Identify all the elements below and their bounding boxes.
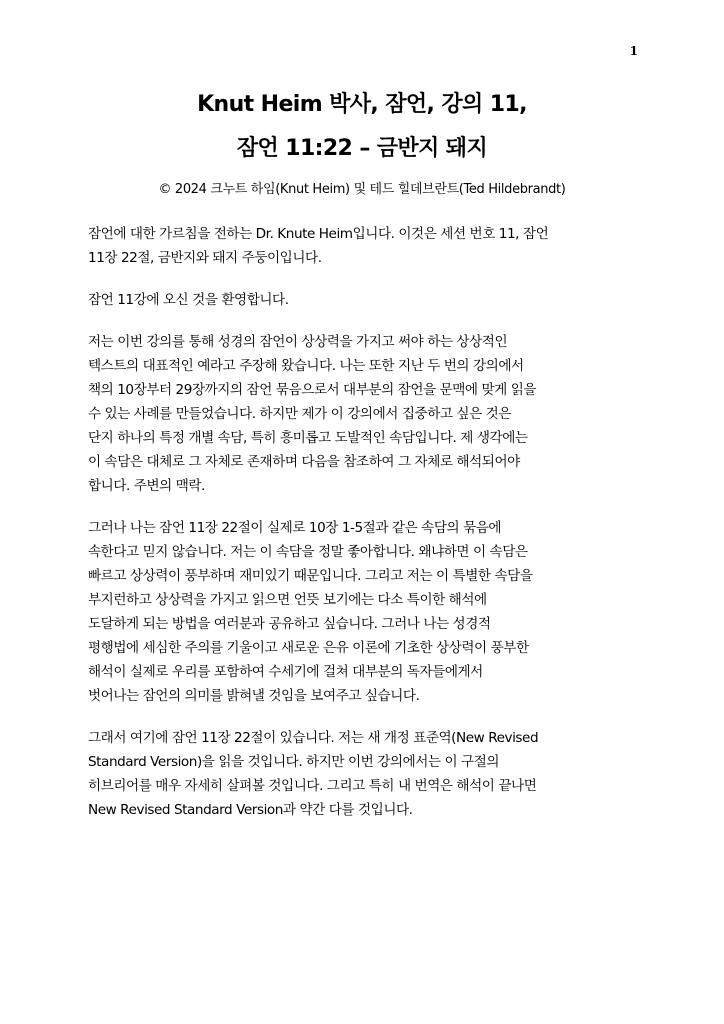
paragraph-translation <box>88 726 648 822</box>
paragraph-line: Standard Version)을 읽을 것입니다. 하지만 이번 강의에서는 이 구절의 <box>88 754 500 770</box>
paragraph-line: 그러나 나는 잠언 11장 22절이 실제로 10장 1-5절과 같은 속담의 묶음에 <box>88 520 502 536</box>
title-line-1: Knut Heim 박사, 잠언, 강의 11, <box>197 92 527 117</box>
paragraph-line: 수 있는 사례를 만들었습니다. 하지만 제가 이 강의에서 집중하고 싶은 것은 <box>88 406 512 422</box>
paragraph-argument <box>88 330 648 498</box>
paragraph-intro <box>88 222 648 270</box>
paragraph-line: 히브리어를 매우 자세히 살펴볼 것입니다. 그리고 특히 내 번역은 해석이 끝나면 <box>88 778 537 794</box>
paragraph-line: 잠언 11강에 오신 것을 환영합니다. <box>88 292 289 308</box>
paragraph-line: 해석이 실제로 우리를 포함하여 수세기에 걸쳐 대부분의 독자들에게서 <box>88 664 483 680</box>
title-line-2: 잠언 11:22 – 금반지 돼지 <box>236 136 488 161</box>
document-body <box>88 222 648 840</box>
paragraph-line: 부지런하고 상상력을 가지고 읽으면 언뜻 보기에는 다소 특이한 해석에 <box>88 592 487 608</box>
paragraph-line: 벗어나는 잠언의 의미를 밝혀낼 것임을 보여주고 싶습니다. <box>88 688 420 704</box>
paragraph-line: 속한다고 믿지 않습니다. 저는 이 속담을 정말 좋아합니다. 왜냐하면 이 속담은 <box>88 544 528 560</box>
paragraph-line: New Revised Standard Version과 약간 다를 것입니다. <box>88 802 413 818</box>
page-number: 1 <box>629 44 638 58</box>
paragraph-welcome <box>88 288 648 312</box>
paragraph-line: 11장 22절, 금반지와 돼지 주둥이입니다. <box>88 250 322 266</box>
paragraph-line: 단지 하나의 특정 개별 속담, 특히 흥미롭고 도발적인 속담입니다. 제 생각에는 <box>88 430 528 446</box>
paragraph-line: 빠르고 상상력이 풍부하며 재미있기 때문입니다. 그리고 저는 이 특별한 속담을 <box>88 568 533 584</box>
paragraph-line: 도달하게 되는 방법을 여러분과 공유하고 싶습니다. 그러나 나는 성경적 <box>88 616 491 632</box>
paragraph-line: 평행법에 세심한 주의를 기울이고 새로운 은유 이론에 기초한 상상력이 풍부한 <box>88 640 529 656</box>
paragraph-line: 그래서 여기에 잠언 11장 22절이 있습니다. 저는 새 개정 표준역(New Revised <box>88 730 539 746</box>
paragraph-line: 텍스트의 대표적인 예라고 주장해 왔습니다. 나는 또한 지난 두 번의 강의에서 <box>88 358 524 374</box>
paragraph-line: 이 속담은 대체로 그 자체로 존재하며 다음을 참조하여 그 자체로 해석되어야 <box>88 454 520 470</box>
paragraph-line: 합니다. 주변의 맥락. <box>88 478 205 494</box>
paragraph-line: 책의 10장부터 29장까지의 잠언 묶음으로서 대부분의 잠언을 문맥에 맞게 읽을 <box>88 382 537 398</box>
paragraph-interpretation <box>88 516 648 708</box>
paragraph-line: 저는 이번 강의를 통해 성경의 잠언이 상상력을 가지고 써야 하는 상상적인 <box>88 334 508 350</box>
copyright-line: © 2024 크누트 하임(Knut Heim) 및 테드 힐데브란트(Ted Hildebrandt) <box>158 182 566 197</box>
paragraph-line: 잠언에 대한 가르침을 전하는 Dr. Knute Heim입니다. 이것은 세션 번호 11, 잠언 <box>88 226 549 242</box>
